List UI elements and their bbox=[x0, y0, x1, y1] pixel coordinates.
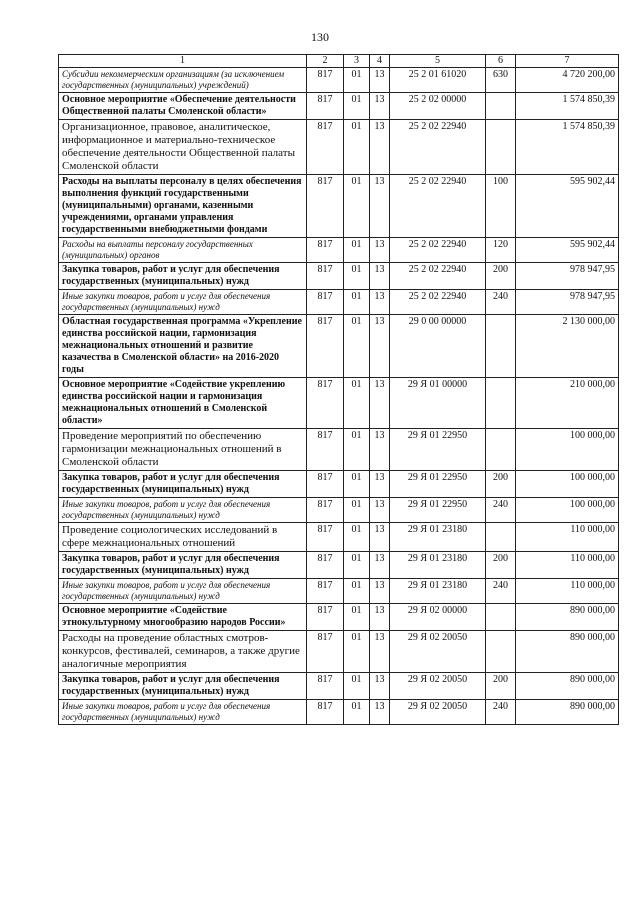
row-section: 01 bbox=[344, 290, 370, 315]
row-target: 29 Я 01 23180 bbox=[390, 579, 486, 604]
row-subsection: 13 bbox=[370, 263, 390, 290]
row-amount: 110 000,00 bbox=[516, 579, 619, 604]
row-target: 25 2 02 22940 bbox=[390, 290, 486, 315]
row-name: Проведение социологических исследований в сфере межнациональных отношений bbox=[59, 523, 307, 552]
row-subsection: 13 bbox=[370, 68, 390, 93]
row-code: 817 bbox=[307, 378, 344, 429]
row-code: 817 bbox=[307, 93, 344, 120]
row-subsection: 13 bbox=[370, 552, 390, 579]
row-name: Организационное, правовое, аналитическое, информационное и материально-техническое обеспечение деятельности Общественной палаты Смоленской области bbox=[59, 120, 307, 175]
row-subsection: 13 bbox=[370, 238, 390, 263]
row-code: 817 bbox=[307, 673, 344, 700]
row-target: 29 Я 02 20050 bbox=[390, 700, 486, 725]
row-section: 01 bbox=[344, 238, 370, 263]
row-target: 25 2 02 22940 bbox=[390, 120, 486, 175]
row-code: 817 bbox=[307, 523, 344, 552]
row-subsection: 13 bbox=[370, 175, 390, 238]
row-name: Основное мероприятие «Обеспечение деятельности Общественной палаты Смоленской области» bbox=[59, 93, 307, 120]
row-expense-type bbox=[486, 604, 516, 631]
row-target: 29 Я 01 22950 bbox=[390, 498, 486, 523]
row-expense-type: 240 bbox=[486, 579, 516, 604]
row-subsection: 13 bbox=[370, 378, 390, 429]
row-expense-type: 200 bbox=[486, 552, 516, 579]
row-name: Закупка товаров, работ и услуг для обеспечения государственных (муниципальных) нужд bbox=[59, 673, 307, 700]
table-row bbox=[59, 175, 619, 238]
row-section: 01 bbox=[344, 120, 370, 175]
row-code: 817 bbox=[307, 238, 344, 263]
row-code: 817 bbox=[307, 175, 344, 238]
column-header: 2 bbox=[307, 55, 344, 68]
row-expense-type bbox=[486, 93, 516, 120]
row-subsection: 13 bbox=[370, 579, 390, 604]
row-section: 01 bbox=[344, 700, 370, 725]
row-expense-type: 200 bbox=[486, 471, 516, 498]
row-amount: 100 000,00 bbox=[516, 429, 619, 471]
row-subsection: 13 bbox=[370, 498, 390, 523]
row-subsection: 13 bbox=[370, 429, 390, 471]
row-amount: 2 130 000,00 bbox=[516, 315, 619, 378]
row-subsection: 13 bbox=[370, 523, 390, 552]
row-amount: 100 000,00 bbox=[516, 471, 619, 498]
row-name: Субсидии некоммерческим организациям (за исключением государственных (муниципальных) учреждений) bbox=[59, 68, 307, 93]
table-row bbox=[59, 263, 619, 290]
table-row bbox=[59, 498, 619, 523]
row-section: 01 bbox=[344, 673, 370, 700]
table-row bbox=[59, 604, 619, 631]
row-expense-type bbox=[486, 631, 516, 673]
row-amount: 890 000,00 bbox=[516, 631, 619, 673]
row-expense-type: 240 bbox=[486, 700, 516, 725]
row-expense-type bbox=[486, 378, 516, 429]
row-target: 29 Я 02 20050 bbox=[390, 673, 486, 700]
row-amount: 890 000,00 bbox=[516, 673, 619, 700]
row-target: 29 Я 01 23180 bbox=[390, 552, 486, 579]
row-subsection: 13 bbox=[370, 604, 390, 631]
row-expense-type bbox=[486, 523, 516, 552]
row-name: Расходы на выплаты персоналу государственных (муниципальных) органов bbox=[59, 238, 307, 263]
row-target: 25 2 01 61020 bbox=[390, 68, 486, 93]
table-row bbox=[59, 315, 619, 378]
row-code: 817 bbox=[307, 579, 344, 604]
row-section: 01 bbox=[344, 631, 370, 673]
row-amount: 978 947,95 bbox=[516, 263, 619, 290]
row-expense-type: 200 bbox=[486, 263, 516, 290]
row-subsection: 13 bbox=[370, 471, 390, 498]
row-section: 01 bbox=[344, 378, 370, 429]
row-name: Иные закупки товаров, работ и услуг для обеспечения государственных (муниципальных) нужд bbox=[59, 498, 307, 523]
row-target: 29 0 00 00000 bbox=[390, 315, 486, 378]
row-code: 817 bbox=[307, 263, 344, 290]
row-amount: 1 574 850,39 bbox=[516, 93, 619, 120]
row-subsection: 13 bbox=[370, 120, 390, 175]
row-expense-type bbox=[486, 120, 516, 175]
table-row bbox=[59, 631, 619, 673]
row-subsection: 13 bbox=[370, 93, 390, 120]
row-target: 29 Я 01 00000 bbox=[390, 378, 486, 429]
row-expense-type: 100 bbox=[486, 175, 516, 238]
table-row bbox=[59, 238, 619, 263]
row-target: 29 Я 01 22950 bbox=[390, 429, 486, 471]
row-amount: 110 000,00 bbox=[516, 552, 619, 579]
row-section: 01 bbox=[344, 579, 370, 604]
row-code: 817 bbox=[307, 120, 344, 175]
row-amount: 890 000,00 bbox=[516, 700, 619, 725]
budget-table bbox=[58, 54, 619, 725]
row-section: 01 bbox=[344, 523, 370, 552]
row-expense-type bbox=[486, 429, 516, 471]
row-name: Областная государственная программа «Укрепление единства российской нации, гармонизация межнациональных отношений и развитие казачества в Смоленской области» на 2016-2020 годы bbox=[59, 315, 307, 378]
table-row bbox=[59, 579, 619, 604]
row-subsection: 13 bbox=[370, 700, 390, 725]
row-section: 01 bbox=[344, 498, 370, 523]
row-code: 817 bbox=[307, 552, 344, 579]
row-code: 817 bbox=[307, 498, 344, 523]
row-expense-type bbox=[486, 315, 516, 378]
row-name: Иные закупки товаров, работ и услуг для обеспечения государственных (муниципальных) нужд bbox=[59, 700, 307, 725]
table-row bbox=[59, 700, 619, 725]
row-target: 25 2 02 00000 bbox=[390, 93, 486, 120]
column-header: 7 bbox=[516, 55, 619, 68]
row-target: 29 Я 01 22950 bbox=[390, 471, 486, 498]
row-code: 817 bbox=[307, 700, 344, 725]
row-target: 29 Я 02 00000 bbox=[390, 604, 486, 631]
row-code: 817 bbox=[307, 604, 344, 631]
row-section: 01 bbox=[344, 263, 370, 290]
row-target: 25 2 02 22940 bbox=[390, 263, 486, 290]
row-code: 817 bbox=[307, 68, 344, 93]
row-name: Закупка товаров, работ и услуг для обеспечения государственных (муниципальных) нужд bbox=[59, 471, 307, 498]
row-name: Закупка товаров, работ и услуг для обеспечения государственных (муниципальных) нужд bbox=[59, 552, 307, 579]
row-name: Расходы на проведение областных смотров-конкурсов, фестивалей, семинаров, а также другие аналогичные мероприятия bbox=[59, 631, 307, 673]
table-row bbox=[59, 378, 619, 429]
table-row bbox=[59, 120, 619, 175]
table-row bbox=[59, 68, 619, 93]
row-amount: 978 947,95 bbox=[516, 290, 619, 315]
row-target: 29 Я 02 20050 bbox=[390, 631, 486, 673]
row-section: 01 bbox=[344, 93, 370, 120]
row-code: 817 bbox=[307, 471, 344, 498]
row-name: Расходы на выплаты персоналу в целях обеспечения выполнения функций государственными (муниципальными) органами, казенными учреждениями, органами управления государственными внебюджетными фондами bbox=[59, 175, 307, 238]
row-target: 25 2 02 22940 bbox=[390, 175, 486, 238]
row-amount: 100 000,00 bbox=[516, 498, 619, 523]
row-target: 25 2 02 22940 bbox=[390, 238, 486, 263]
table-row bbox=[59, 673, 619, 700]
row-amount: 595 902,44 bbox=[516, 175, 619, 238]
row-code: 817 bbox=[307, 429, 344, 471]
row-amount: 595 902,44 bbox=[516, 238, 619, 263]
row-section: 01 bbox=[344, 429, 370, 471]
row-code: 817 bbox=[307, 290, 344, 315]
column-header: 3 bbox=[344, 55, 370, 68]
row-subsection: 13 bbox=[370, 673, 390, 700]
row-section: 01 bbox=[344, 552, 370, 579]
row-name: Иные закупки товаров, работ и услуг для обеспечения государственных (муниципальных) нужд bbox=[59, 290, 307, 315]
row-section: 01 bbox=[344, 68, 370, 93]
row-expense-type: 240 bbox=[486, 498, 516, 523]
table-row bbox=[59, 471, 619, 498]
column-header: 6 bbox=[486, 55, 516, 68]
row-amount: 1 574 850,39 bbox=[516, 120, 619, 175]
row-subsection: 13 bbox=[370, 290, 390, 315]
row-expense-type: 120 bbox=[486, 238, 516, 263]
row-name: Основное мероприятие «Содействие укреплению единства российской нации и гармонизация межнациональных отношений в Смоленской области» bbox=[59, 378, 307, 429]
row-amount: 4 720 200,00 bbox=[516, 68, 619, 93]
column-header: 4 bbox=[370, 55, 390, 68]
page-number: 130 bbox=[311, 30, 329, 44]
table-row bbox=[59, 290, 619, 315]
row-subsection: 13 bbox=[370, 315, 390, 378]
row-code: 817 bbox=[307, 631, 344, 673]
row-name: Проведение мероприятий по обеспечению гармонизации межнациональных отношений в Смоленской области bbox=[59, 429, 307, 471]
row-expense-type: 630 bbox=[486, 68, 516, 93]
row-name: Закупка товаров, работ и услуг для обеспечения государственных (муниципальных) нужд bbox=[59, 263, 307, 290]
row-target: 29 Я 01 23180 bbox=[390, 523, 486, 552]
row-amount: 110 000,00 bbox=[516, 523, 619, 552]
row-name: Основное мероприятие «Содействие этнокультурному многообразию народов России» bbox=[59, 604, 307, 631]
column-header: 1 bbox=[59, 55, 307, 68]
header-row bbox=[59, 55, 619, 68]
row-section: 01 bbox=[344, 315, 370, 378]
row-expense-type: 240 bbox=[486, 290, 516, 315]
table-row bbox=[59, 523, 619, 552]
row-section: 01 bbox=[344, 471, 370, 498]
table-row bbox=[59, 93, 619, 120]
row-subsection: 13 bbox=[370, 631, 390, 673]
column-header: 5 bbox=[390, 55, 486, 68]
row-code: 817 bbox=[307, 315, 344, 378]
table-row bbox=[59, 429, 619, 471]
row-section: 01 bbox=[344, 175, 370, 238]
row-expense-type: 200 bbox=[486, 673, 516, 700]
row-amount: 210 000,00 bbox=[516, 378, 619, 429]
row-section: 01 bbox=[344, 604, 370, 631]
row-amount: 890 000,00 bbox=[516, 604, 619, 631]
row-name: Иные закупки товаров, работ и услуг для обеспечения государственных (муниципальных) нужд bbox=[59, 579, 307, 604]
table-row bbox=[59, 552, 619, 579]
